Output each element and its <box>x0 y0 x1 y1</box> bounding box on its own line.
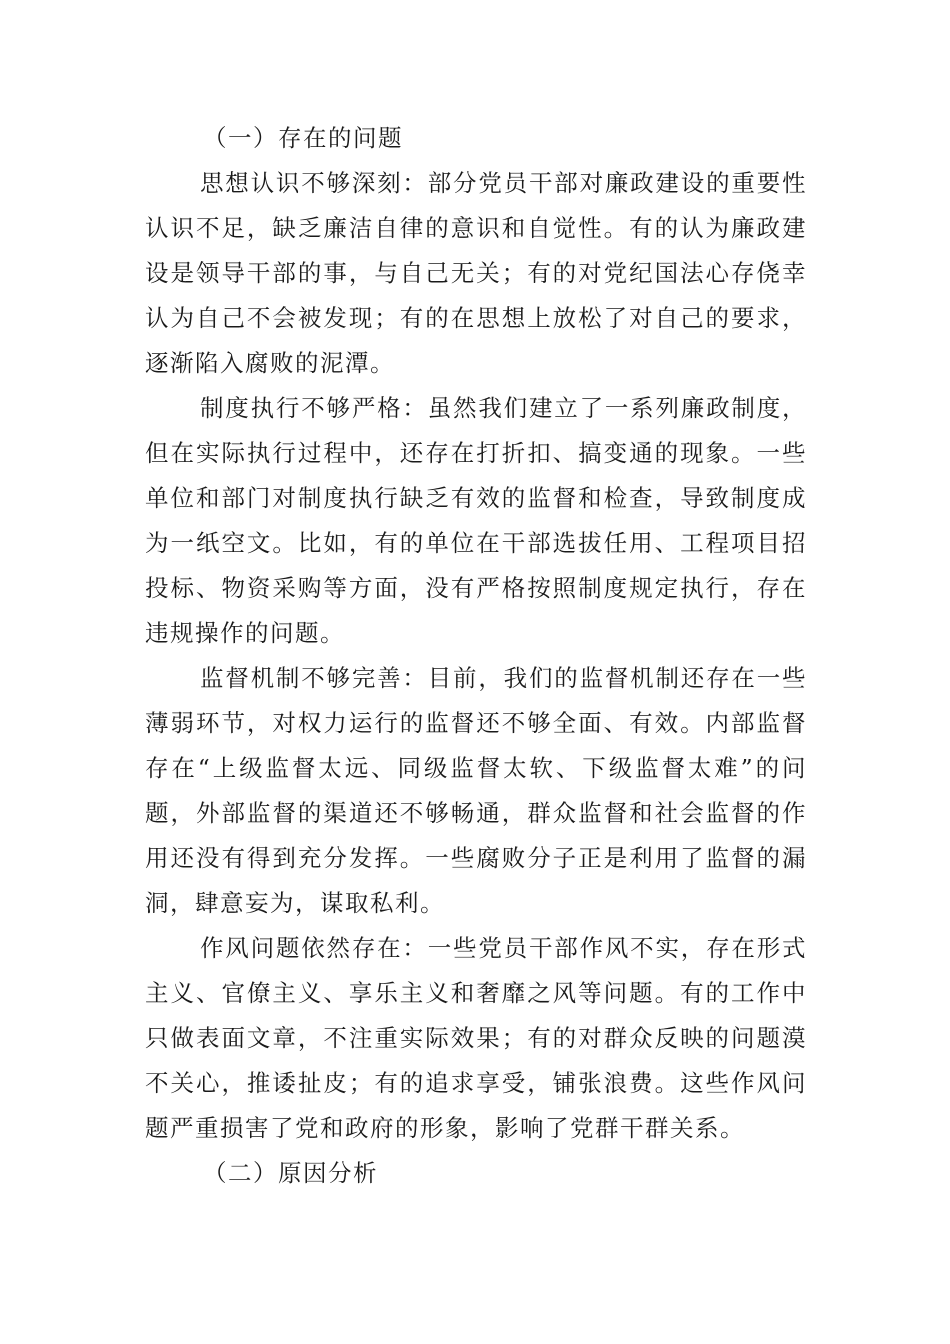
paragraph-work-style-issues: 作风问题依然存在：一些党员干部作风不实，存在形式主义、官僚主义、享乐主义和奢靡之风等问题。有的工作中只做表面文章，不注重实际效果；有的对群众反映的问题漠不关心，推诿扯皮；有的追求享受，铺张浪费。这些作风问题严重损害了党和政府的形象，影响了党群干群关系。 <box>145 934 807 1142</box>
paragraph-system-enforcement: 制度执行不够严格：虽然我们建立了一系列廉政制度，但在实际执行过程中，还存在打折扣、搞变通的现象。一些单位和部门对制度执行缺乏有效的监督和检查，导致制度成为一纸空文。比如，有的单位在干部选拔任用、工程项目招投标、物资采购等方面，没有严格按照制度规定执行，存在违规操作的问题。 <box>145 394 807 647</box>
section-heading-problems: （一）存在的问题 <box>203 124 403 152</box>
document-page <box>145 116 807 1196</box>
paragraph-ideological-awareness: 思想认识不够深刻：部分党员干部对廉政建设的重要性认识不足，缺乏廉洁自律的意识和自觉性。有的认为廉政建设是领导干部的事，与自己无关；有的对党纪国法心存侥幸认为自己不会被发现；有的在思想上放松了对自己的要求，逐渐陷入腐败的泥潭。 <box>145 169 807 377</box>
paragraph-supervision-mechanism: 监督机制不够完善：目前，我们的监督机制还存在一些薄弱环节，对权力运行的监督还不够全面、有效。内部监督存在“上级监督太远、同级监督太软、下级监督太难”的问题，外部监督的渠道还不够畅通，群众监督和社会监督的作用还没有得到充分发挥。一些腐败分子正是利用了监督的漏洞，肆意妄为，谋取私利。 <box>145 664 807 917</box>
section-heading-cause-analysis: （二）原因分析 <box>203 1159 378 1187</box>
